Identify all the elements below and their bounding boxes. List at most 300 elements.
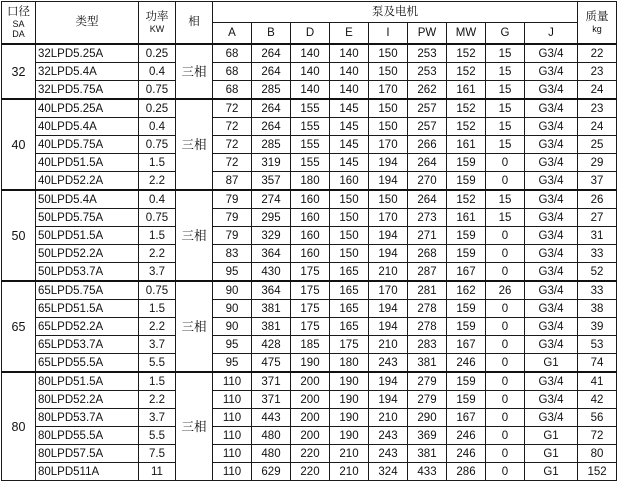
mass-cell: 23 <box>578 63 617 81</box>
power-cell: 0.75 <box>139 136 176 154</box>
dim-a-cell: 110 <box>213 372 252 391</box>
dim-e-cell: 140 <box>330 44 369 63</box>
dim-i-cell: 243 <box>369 354 408 373</box>
spec-table <box>1 1 617 481</box>
dim-a-cell: 72 <box>213 136 252 154</box>
model-cell: 80LPD511A <box>36 463 139 481</box>
dim-e-cell: 145 <box>330 118 369 136</box>
dim-i-cell: 170 <box>369 136 408 154</box>
header-power-unit: KW <box>149 24 165 34</box>
dim-a-cell: 68 <box>213 44 252 63</box>
table-row <box>2 209 617 227</box>
dim-i-cell: 150 <box>369 118 408 136</box>
model-cell: 50LPD53.7A <box>36 263 139 282</box>
power-cell: 5.5 <box>139 427 176 445</box>
dim-a-cell: 72 <box>213 154 252 172</box>
dim-i-cell: 243 <box>369 427 408 445</box>
dim-b-cell: 371 <box>252 372 291 391</box>
model-cell: 65LPD53.7A <box>36 336 139 354</box>
header-bore <box>2 2 36 45</box>
dim-j-cell: G3/4 <box>525 409 578 427</box>
dim-pw-cell: 266 <box>408 136 447 154</box>
dim-b-cell: 357 <box>252 172 291 191</box>
dim-j-cell: G3/4 <box>525 190 578 209</box>
bore-cell: 50 <box>2 190 36 281</box>
dim-e-cell: 150 <box>330 209 369 227</box>
bore-cell: 32 <box>2 44 36 99</box>
dim-b-cell: 364 <box>252 281 291 300</box>
dim-b-cell: 264 <box>252 118 291 136</box>
dim-mw-cell: 159 <box>447 245 486 263</box>
dim-d-cell: 220 <box>291 445 330 463</box>
dim-pw-cell: 270 <box>408 172 447 191</box>
dim-mw-cell: 152 <box>447 118 486 136</box>
dim-j-cell: G3/4 <box>525 372 578 391</box>
dim-pw-cell: 268 <box>408 245 447 263</box>
dim-g-cell: 0 <box>486 372 525 391</box>
dim-pw-cell: 281 <box>408 281 447 300</box>
dim-pw-cell: 262 <box>408 81 447 100</box>
dim-pw-cell: 283 <box>408 336 447 354</box>
dim-d-cell: 200 <box>291 372 330 391</box>
dim-mw-cell: 159 <box>447 300 486 318</box>
dim-d-cell: 220 <box>291 463 330 481</box>
power-cell: 0.4 <box>139 118 176 136</box>
dim-g-cell: 0 <box>486 263 525 282</box>
dim-a-cell: 110 <box>213 445 252 463</box>
dim-d-cell: 160 <box>291 190 330 209</box>
mass-cell: 24 <box>578 81 617 100</box>
power-cell: 0.25 <box>139 99 176 118</box>
dim-e-cell: 150 <box>330 245 369 263</box>
dim-j-cell: G3/4 <box>525 318 578 336</box>
dim-mw-cell: 159 <box>447 372 486 391</box>
dim-i-cell: 170 <box>369 81 408 100</box>
dim-j-cell: G1 <box>525 354 578 373</box>
power-cell: 5.5 <box>139 354 176 373</box>
dim-i-cell: 194 <box>369 227 408 245</box>
header-bore-da: DA <box>12 29 25 39</box>
header-dim-pw: PW <box>408 23 447 45</box>
dim-mw-cell: 167 <box>447 409 486 427</box>
power-cell: 0.4 <box>139 63 176 81</box>
phase-cell: 三相 <box>176 281 213 372</box>
dim-g-cell: 0 <box>486 336 525 354</box>
dim-g-cell: 15 <box>486 99 525 118</box>
table-row <box>2 427 617 445</box>
dim-g-cell: 15 <box>486 136 525 154</box>
dim-mw-cell: 159 <box>447 172 486 191</box>
dim-pw-cell: 381 <box>408 445 447 463</box>
model-cell: 40LPD5.25A <box>36 99 139 118</box>
power-cell: 0.25 <box>139 44 176 63</box>
dim-i-cell: 150 <box>369 44 408 63</box>
dim-a-cell: 87 <box>213 172 252 191</box>
dim-d-cell: 160 <box>291 227 330 245</box>
dim-a-cell: 79 <box>213 209 252 227</box>
table-row <box>2 227 617 245</box>
header-pump-motor <box>213 2 578 23</box>
dim-a-cell: 68 <box>213 63 252 81</box>
power-cell: 1.5 <box>139 154 176 172</box>
dim-b-cell: 319 <box>252 154 291 172</box>
dim-e-cell: 175 <box>330 336 369 354</box>
power-cell: 2.2 <box>139 391 176 409</box>
dim-e-cell: 140 <box>330 63 369 81</box>
dim-j-cell: G3/4 <box>525 172 578 191</box>
dim-b-cell: 428 <box>252 336 291 354</box>
header-phase <box>176 2 213 45</box>
table-row <box>2 44 617 63</box>
dim-j-cell: G1 <box>525 463 578 481</box>
dim-d-cell: 180 <box>291 172 330 191</box>
dim-mw-cell: 152 <box>447 190 486 209</box>
dim-mw-cell: 152 <box>447 63 486 81</box>
dim-j-cell: G3/4 <box>525 118 578 136</box>
dim-i-cell: 194 <box>369 300 408 318</box>
dim-d-cell: 160 <box>291 245 330 263</box>
power-cell: 1.5 <box>139 227 176 245</box>
power-cell: 3.7 <box>139 409 176 427</box>
header-phase-label: 相 <box>188 16 200 28</box>
dim-e-cell: 145 <box>330 154 369 172</box>
table-row <box>2 463 617 481</box>
dim-d-cell: 190 <box>291 354 330 373</box>
dim-i-cell: 194 <box>369 154 408 172</box>
dim-pw-cell: 433 <box>408 463 447 481</box>
dim-d-cell: 175 <box>291 281 330 300</box>
model-cell: 80LPD57.5A <box>36 445 139 463</box>
dim-mw-cell: 246 <box>447 427 486 445</box>
dim-i-cell: 194 <box>369 391 408 409</box>
mass-cell: 52 <box>578 263 617 282</box>
header-dim-a: A <box>213 23 252 45</box>
dim-j-cell: G3/4 <box>525 44 578 63</box>
dim-pw-cell: 264 <box>408 154 447 172</box>
dim-a-cell: 110 <box>213 391 252 409</box>
dim-a-cell: 90 <box>213 318 252 336</box>
dim-j-cell: G3/4 <box>525 209 578 227</box>
header-pump-motor-label: 泵及电机 <box>372 5 419 18</box>
dim-g-cell: 0 <box>486 245 525 263</box>
dim-b-cell: 371 <box>252 391 291 409</box>
mass-cell: 27 <box>578 209 617 227</box>
dim-i-cell: 243 <box>369 445 408 463</box>
header-dim-b: B <box>252 23 291 45</box>
mass-cell: 39 <box>578 318 617 336</box>
dim-a-cell: 79 <box>213 190 252 209</box>
mass-cell: 25 <box>578 136 617 154</box>
mass-cell: 41 <box>578 372 617 391</box>
dim-a-cell: 95 <box>213 336 252 354</box>
dim-g-cell: 0 <box>486 409 525 427</box>
dim-mw-cell: 159 <box>447 227 486 245</box>
dim-d-cell: 175 <box>291 300 330 318</box>
header-model <box>36 2 139 45</box>
dim-j-cell: G3/4 <box>525 336 578 354</box>
mass-cell: 33 <box>578 245 617 263</box>
dim-i-cell: 194 <box>369 372 408 391</box>
power-cell: 2.2 <box>139 318 176 336</box>
table-row <box>2 281 617 300</box>
dim-e-cell: 145 <box>330 136 369 154</box>
dim-i-cell: 150 <box>369 99 408 118</box>
dim-g-cell: 0 <box>486 227 525 245</box>
model-cell: 50LPD51.5A <box>36 227 139 245</box>
header-power <box>139 2 176 45</box>
dim-a-cell: 110 <box>213 427 252 445</box>
dim-g-cell: 0 <box>486 391 525 409</box>
dim-b-cell: 629 <box>252 463 291 481</box>
power-cell: 11 <box>139 463 176 481</box>
dim-d-cell: 155 <box>291 99 330 118</box>
table-row <box>2 118 617 136</box>
dim-j-cell: G3/4 <box>525 154 578 172</box>
mass-cell: 74 <box>578 354 617 373</box>
dim-g-cell: 15 <box>486 209 525 227</box>
dim-i-cell: 194 <box>369 245 408 263</box>
header-dim-g: G <box>486 23 525 45</box>
dim-pw-cell: 264 <box>408 190 447 209</box>
dim-e-cell: 165 <box>330 263 369 282</box>
dim-g-cell: 0 <box>486 463 525 481</box>
dim-g-cell: 0 <box>486 445 525 463</box>
dim-b-cell: 475 <box>252 354 291 373</box>
table-row <box>2 391 617 409</box>
dim-j-cell: G3/4 <box>525 300 578 318</box>
dim-pw-cell: 271 <box>408 227 447 245</box>
dim-a-cell: 95 <box>213 263 252 282</box>
dim-j-cell: G3/4 <box>525 63 578 81</box>
table-row <box>2 154 617 172</box>
power-cell: 0.75 <box>139 281 176 300</box>
dim-e-cell: 190 <box>330 391 369 409</box>
model-cell: 32LPD5.4A <box>36 63 139 81</box>
mass-cell: 31 <box>578 227 617 245</box>
dim-mw-cell: 161 <box>447 136 486 154</box>
table-row <box>2 300 617 318</box>
dim-j-cell: G3/4 <box>525 227 578 245</box>
mass-cell: 152 <box>578 463 617 481</box>
dim-g-cell: 0 <box>486 318 525 336</box>
dim-e-cell: 145 <box>330 99 369 118</box>
power-cell: 0.4 <box>139 190 176 209</box>
mass-cell: 37 <box>578 172 617 191</box>
mass-cell: 23 <box>578 99 617 118</box>
table-row <box>2 372 617 391</box>
power-cell: 7.5 <box>139 445 176 463</box>
header-bore-sa: SA <box>12 19 25 29</box>
table-row <box>2 318 617 336</box>
dim-mw-cell: 246 <box>447 354 486 373</box>
bore-cell: 65 <box>2 281 36 372</box>
dim-d-cell: 155 <box>291 136 330 154</box>
dim-b-cell: 381 <box>252 318 291 336</box>
dim-a-cell: 95 <box>213 354 252 373</box>
model-cell: 80LPD52.2A <box>36 391 139 409</box>
table-row <box>2 354 617 373</box>
dim-d-cell: 155 <box>291 154 330 172</box>
power-cell: 1.5 <box>139 300 176 318</box>
dim-e-cell: 150 <box>330 227 369 245</box>
dim-pw-cell: 253 <box>408 63 447 81</box>
dim-b-cell: 264 <box>252 99 291 118</box>
dim-b-cell: 264 <box>252 63 291 81</box>
dim-g-cell: 15 <box>486 44 525 63</box>
table-row <box>2 172 617 191</box>
header-mass-label: 质量 <box>585 11 609 23</box>
header-bore-label: 口径 <box>7 6 30 18</box>
dim-d-cell: 140 <box>291 81 330 100</box>
dim-d-cell: 175 <box>291 263 330 282</box>
dim-d-cell: 200 <box>291 391 330 409</box>
dim-mw-cell: 159 <box>447 391 486 409</box>
dim-g-cell: 15 <box>486 118 525 136</box>
dim-pw-cell: 273 <box>408 209 447 227</box>
header-dim-j: J <box>525 23 578 45</box>
dim-e-cell: 210 <box>330 445 369 463</box>
dim-e-cell: 165 <box>330 300 369 318</box>
dim-j-cell: G3/4 <box>525 136 578 154</box>
phase-cell: 三相 <box>176 372 213 481</box>
table-row <box>2 263 617 282</box>
dim-j-cell: G3/4 <box>525 263 578 282</box>
dim-mw-cell: 161 <box>447 209 486 227</box>
dim-b-cell: 285 <box>252 81 291 100</box>
header-dim-d: D <box>291 23 330 45</box>
dim-g-cell: 0 <box>486 300 525 318</box>
dim-j-cell: G3/4 <box>525 391 578 409</box>
dim-pw-cell: 278 <box>408 300 447 318</box>
dim-i-cell: 170 <box>369 281 408 300</box>
dim-mw-cell: 167 <box>447 336 486 354</box>
dim-g-cell: 26 <box>486 281 525 300</box>
mass-cell: 56 <box>578 409 617 427</box>
dim-a-cell: 90 <box>213 300 252 318</box>
dim-d-cell: 185 <box>291 336 330 354</box>
dim-g-cell: 15 <box>486 190 525 209</box>
dim-j-cell: G3/4 <box>525 245 578 263</box>
dim-e-cell: 190 <box>330 427 369 445</box>
phase-cell: 三相 <box>176 99 213 190</box>
dim-e-cell: 150 <box>330 190 369 209</box>
table-row <box>2 99 617 118</box>
dim-i-cell: 150 <box>369 190 408 209</box>
dim-g-cell: 15 <box>486 81 525 100</box>
dim-b-cell: 264 <box>252 44 291 63</box>
dim-b-cell: 430 <box>252 263 291 282</box>
model-cell: 32LPD5.25A <box>36 44 139 63</box>
header-dim-mw: MW <box>447 23 486 45</box>
power-cell: 1.5 <box>139 372 176 391</box>
table-row <box>2 245 617 263</box>
dim-mw-cell: 167 <box>447 263 486 282</box>
dim-d-cell: 200 <box>291 409 330 427</box>
dim-g-cell: 0 <box>486 172 525 191</box>
phase-cell: 三相 <box>176 44 213 99</box>
dim-d-cell: 175 <box>291 318 330 336</box>
mass-cell: 80 <box>578 445 617 463</box>
dim-i-cell: 210 <box>369 336 408 354</box>
dim-a-cell: 110 <box>213 409 252 427</box>
dim-b-cell: 364 <box>252 245 291 263</box>
power-cell: 0.75 <box>139 209 176 227</box>
mass-cell: 53 <box>578 336 617 354</box>
dim-g-cell: 0 <box>486 354 525 373</box>
dim-b-cell: 329 <box>252 227 291 245</box>
dim-pw-cell: 279 <box>408 391 447 409</box>
dim-d-cell: 200 <box>291 427 330 445</box>
dim-pw-cell: 253 <box>408 44 447 63</box>
power-cell: 3.7 <box>139 263 176 282</box>
dim-mw-cell: 159 <box>447 318 486 336</box>
bore-cell: 40 <box>2 99 36 190</box>
dim-d-cell: 140 <box>291 63 330 81</box>
dim-g-cell: 15 <box>486 63 525 81</box>
power-cell: 0.75 <box>139 81 176 100</box>
header-dim-e: E <box>330 23 369 45</box>
dim-mw-cell: 162 <box>447 281 486 300</box>
dim-j-cell: G3/4 <box>525 81 578 100</box>
dim-pw-cell: 278 <box>408 318 447 336</box>
dim-d-cell: 140 <box>291 44 330 63</box>
mass-cell: 33 <box>578 281 617 300</box>
power-cell: 2.2 <box>139 172 176 191</box>
dim-a-cell: 68 <box>213 81 252 100</box>
dim-e-cell: 165 <box>330 281 369 300</box>
dim-i-cell: 210 <box>369 263 408 282</box>
bore-cell: 80 <box>2 372 36 481</box>
dim-i-cell: 170 <box>369 209 408 227</box>
dim-b-cell: 480 <box>252 445 291 463</box>
mass-cell: 22 <box>578 44 617 63</box>
model-cell: 50LPD52.2A <box>36 245 139 263</box>
dim-pw-cell: 369 <box>408 427 447 445</box>
header-dim-i: I <box>369 23 408 45</box>
dim-pw-cell: 381 <box>408 354 447 373</box>
dim-i-cell: 194 <box>369 318 408 336</box>
model-cell: 65LPD5.75A <box>36 281 139 300</box>
dim-j-cell: G1 <box>525 427 578 445</box>
dim-e-cell: 140 <box>330 81 369 100</box>
header-mass <box>578 2 617 45</box>
mass-cell: 26 <box>578 190 617 209</box>
dim-d-cell: 155 <box>291 118 330 136</box>
dim-j-cell: G1 <box>525 445 578 463</box>
dim-e-cell: 190 <box>330 409 369 427</box>
dim-pw-cell: 287 <box>408 263 447 282</box>
dim-g-cell: 0 <box>486 154 525 172</box>
dim-d-cell: 160 <box>291 209 330 227</box>
dim-a-cell: 110 <box>213 463 252 481</box>
table-body <box>2 44 617 481</box>
table-row <box>2 409 617 427</box>
dim-b-cell: 295 <box>252 209 291 227</box>
dim-a-cell: 72 <box>213 118 252 136</box>
model-cell: 80LPD53.7A <box>36 409 139 427</box>
dim-g-cell: 0 <box>486 427 525 445</box>
model-cell: 32LPD5.75A <box>36 81 139 100</box>
header-model-label: 类型 <box>75 16 99 28</box>
dim-e-cell: 190 <box>330 372 369 391</box>
phase-cell: 三相 <box>176 190 213 281</box>
mass-cell: 38 <box>578 300 617 318</box>
dim-mw-cell: 161 <box>447 81 486 100</box>
table-row <box>2 136 617 154</box>
table-row <box>2 190 617 209</box>
header-power-label: 功率 <box>145 11 169 23</box>
dim-i-cell: 150 <box>369 63 408 81</box>
